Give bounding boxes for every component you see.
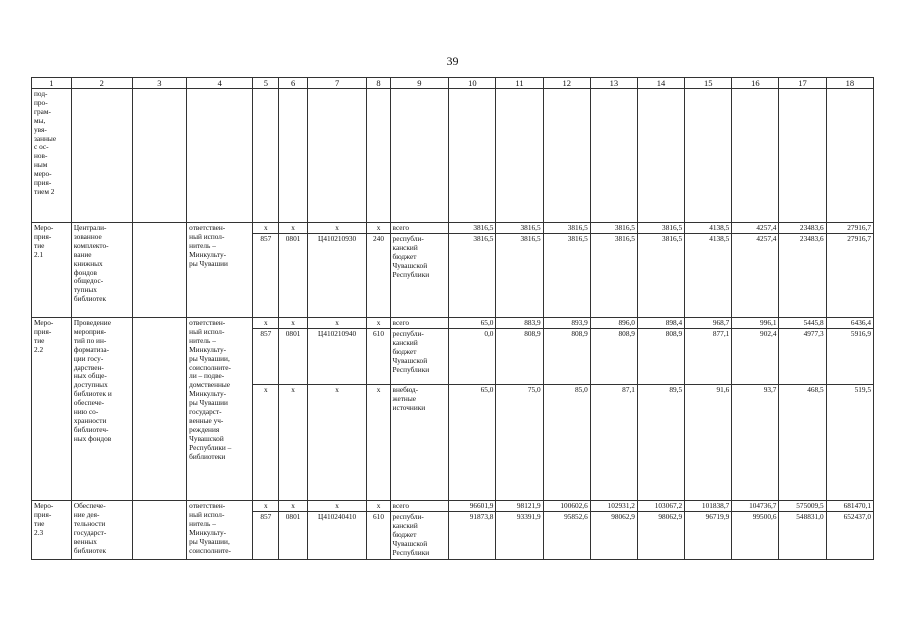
amount-cell: 3816,5 — [590, 234, 637, 318]
amount-cell: 23483,6 — [779, 234, 826, 318]
column-header: 12 — [543, 78, 590, 89]
funding-source — [390, 329, 449, 385]
budget-code-c6: 0801 — [279, 234, 307, 318]
empty-cell — [187, 89, 253, 223]
cell-text: всего — [392, 223, 409, 232]
amount-cell: 468,5 — [779, 385, 826, 501]
amount-cell: 3816,5 — [543, 223, 590, 234]
cell-text: ответствен- ный испол- нитель – Минкульту- ры Чувашии — [189, 223, 228, 268]
amount-cell: 100602,6 — [543, 501, 590, 512]
column-header: 11 — [496, 78, 543, 89]
empty-cell — [132, 501, 187, 560]
budget-code-c7: х — [307, 318, 367, 329]
column-header: 18 — [826, 78, 873, 89]
amount-cell: 898,4 — [637, 318, 684, 329]
cell-text: внебюд- жетные источники — [392, 385, 426, 412]
subprogram-row — [32, 89, 874, 223]
amount-cell: 96719,9 — [685, 512, 732, 560]
amount-cell: 808,9 — [590, 329, 637, 385]
event-name — [32, 501, 72, 560]
cell-text: республи- канский бюджет Чувашской Республики — [392, 329, 430, 374]
amount-cell: 3816,5 — [449, 234, 496, 318]
amount-cell: 883,9 — [496, 318, 543, 329]
budget-code-c5: 857 — [253, 329, 279, 385]
cell-text: Меро- прия- тие 2.3 — [34, 501, 54, 537]
cell-text: всего — [392, 501, 409, 510]
column-header: 9 — [390, 78, 449, 89]
budget-code-c7: х — [307, 223, 367, 234]
budget-code-c6: х — [279, 501, 307, 512]
subprogram-label — [32, 89, 72, 223]
amount-cell: 89,5 — [637, 385, 684, 501]
amount-cell: 91,6 — [685, 385, 732, 501]
amount-cell: 103067,2 — [637, 501, 684, 512]
column-header: 17 — [779, 78, 826, 89]
amount-cell: 85,0 — [543, 385, 590, 501]
empty-cell — [590, 89, 637, 223]
amount-cell: 3816,5 — [496, 223, 543, 234]
cell-text: Проведение мероприя- тий по ин- форматиза- ции госу- дарствен- ных обще- доступных библиотек и обеспече- нию со- хранности библиотеч- ных фондов — [73, 318, 112, 443]
budget-code-c5: х — [253, 385, 279, 501]
budget-code-c8: х — [367, 385, 390, 501]
budget-code-c8: х — [367, 223, 390, 234]
amount-cell: 75,0 — [496, 385, 543, 501]
cell-text: Централи- зованное комплекто- вание книжных фондов общедос- тупных библиотек — [73, 223, 109, 304]
amount-cell: 65,0 — [449, 318, 496, 329]
event-name — [32, 318, 72, 501]
event-executor — [187, 318, 253, 501]
amount-cell: 0,0 — [449, 329, 496, 385]
amount-cell: 98062,9 — [637, 512, 684, 560]
cell-text: всего — [392, 318, 409, 327]
budget-code-c7: Ц410210940 — [307, 329, 367, 385]
budget-code-c8: 610 — [367, 329, 390, 385]
budget-code-c5: х — [253, 223, 279, 234]
funding-source — [390, 234, 449, 318]
funding-source — [390, 318, 449, 329]
budget-table — [31, 77, 874, 560]
cell-text: ответствен- ный испол- нитель – Минкульту- ры Чувашии, соисполните- ли – подве- домственные Минкульту- ры Чувашии государст- венные уч- реждения Чувашской Республики – библиотеки — [189, 318, 232, 461]
amount-cell: 652437,0 — [826, 512, 873, 560]
table-row — [32, 501, 874, 512]
column-header: 16 — [732, 78, 779, 89]
funding-source — [390, 223, 449, 234]
budget-code-c5: х — [253, 501, 279, 512]
empty-cell — [367, 89, 390, 223]
budget-code-c8: 240 — [367, 234, 390, 318]
empty-cell — [307, 89, 367, 223]
funding-source — [390, 385, 449, 501]
amount-cell: 896,0 — [590, 318, 637, 329]
amount-cell: 808,9 — [543, 329, 590, 385]
amount-cell: 3816,5 — [590, 223, 637, 234]
empty-cell — [685, 89, 732, 223]
column-header: 10 — [449, 78, 496, 89]
budget-code-c8: 610 — [367, 512, 390, 560]
header-row — [32, 78, 874, 89]
budget-code-c6: х — [279, 223, 307, 234]
empty-cell — [637, 89, 684, 223]
empty-cell — [496, 89, 543, 223]
amount-cell: 808,9 — [496, 329, 543, 385]
amount-cell: 4257,4 — [732, 234, 779, 318]
amount-cell: 4138,5 — [685, 223, 732, 234]
budget-code-c8: х — [367, 501, 390, 512]
cell-text: под- про- грам- мы, увя- занные с ос- нов- ным меро- прия- тием 2 — [34, 89, 57, 196]
amount-cell: 575009,5 — [779, 501, 826, 512]
cell-text: Обеспече- ние дея- тельности государст- венных библиотек — [73, 501, 107, 555]
amount-cell: 548831,0 — [779, 512, 826, 560]
amount-cell: 3816,5 — [449, 223, 496, 234]
amount-cell: 98121,9 — [496, 501, 543, 512]
amount-cell: 3816,5 — [637, 223, 684, 234]
amount-cell: 877,1 — [685, 329, 732, 385]
amount-cell: 102931,2 — [590, 501, 637, 512]
empty-cell — [732, 89, 779, 223]
amount-cell: 27916,7 — [826, 234, 873, 318]
budget-code-c7: Ц410240410 — [307, 512, 367, 560]
amount-cell: 96601,9 — [449, 501, 496, 512]
event-description — [71, 318, 132, 501]
empty-cell — [132, 89, 187, 223]
amount-cell: 681470,1 — [826, 501, 873, 512]
column-header: 13 — [590, 78, 637, 89]
amount-cell: 101838,7 — [685, 501, 732, 512]
amount-cell: 5445,8 — [779, 318, 826, 329]
event-executor — [187, 223, 253, 318]
amount-cell: 6436,4 — [826, 318, 873, 329]
column-header: 14 — [637, 78, 684, 89]
cell-text: республи- канский бюджет Чувашской Республики — [392, 512, 430, 557]
cell-text: Меро- прия- тие 2.2 — [34, 318, 54, 354]
amount-cell: 93391,9 — [496, 512, 543, 560]
amount-cell: 5916,9 — [826, 329, 873, 385]
amount-cell: 27916,7 — [826, 223, 873, 234]
amount-cell: 91873,8 — [449, 512, 496, 560]
budget-code-c7: Ц410210930 — [307, 234, 367, 318]
amount-cell: 93,7 — [732, 385, 779, 501]
amount-cell: 4138,5 — [685, 234, 732, 318]
amount-cell: 519,5 — [826, 385, 873, 501]
budget-code-c5: 857 — [253, 512, 279, 560]
amount-cell: 4257,4 — [732, 223, 779, 234]
amount-cell: 65,0 — [449, 385, 496, 501]
empty-cell — [132, 318, 187, 501]
amount-cell: 87,1 — [590, 385, 637, 501]
budget-code-c6: 0801 — [279, 512, 307, 560]
amount-cell: 4977,3 — [779, 329, 826, 385]
funding-source — [390, 512, 449, 560]
empty-cell — [543, 89, 590, 223]
amount-cell: 3816,5 — [637, 234, 684, 318]
amount-cell: 902,4 — [732, 329, 779, 385]
table-row — [32, 318, 874, 329]
event-executor — [187, 501, 253, 560]
amount-cell: 23483,6 — [779, 223, 826, 234]
amount-cell: 893,9 — [543, 318, 590, 329]
cell-text: республи- канский бюджет Чувашской Республики — [392, 234, 430, 279]
amount-cell: 808,9 — [637, 329, 684, 385]
column-header: 8 — [367, 78, 390, 89]
amount-cell: 99500,6 — [732, 512, 779, 560]
empty-cell — [279, 89, 307, 223]
amount-cell: 968,7 — [685, 318, 732, 329]
empty-cell — [390, 89, 449, 223]
event-name — [32, 223, 72, 318]
event-description — [71, 501, 132, 560]
budget-code-c6: х — [279, 385, 307, 501]
column-header: 2 — [71, 78, 132, 89]
amount-cell: 3816,5 — [496, 234, 543, 318]
amount-cell: 98062,9 — [590, 512, 637, 560]
column-header: 15 — [685, 78, 732, 89]
amount-cell: 104736,7 — [732, 501, 779, 512]
budget-code-c8: х — [367, 318, 390, 329]
empty-cell — [449, 89, 496, 223]
empty-cell — [779, 89, 826, 223]
budget-code-c7: х — [307, 501, 367, 512]
amount-cell: 996,1 — [732, 318, 779, 329]
budget-code-c5: х — [253, 318, 279, 329]
column-header: 1 — [32, 78, 72, 89]
empty-cell — [826, 89, 873, 223]
empty-cell — [132, 223, 187, 318]
page-number: 39 — [446, 54, 459, 68]
amount-cell: 95852,6 — [543, 512, 590, 560]
amount-cell: 3816,5 — [543, 234, 590, 318]
funding-source — [390, 501, 449, 512]
column-header: 4 — [187, 78, 253, 89]
budget-code-c5: 857 — [253, 234, 279, 318]
empty-cell — [71, 89, 132, 223]
table-row — [32, 223, 874, 234]
empty-cell — [253, 89, 279, 223]
column-header: 6 — [279, 78, 307, 89]
column-header: 3 — [132, 78, 187, 89]
cell-text: Меро- прия- тие 2.1 — [34, 223, 54, 259]
budget-code-c6: х — [279, 318, 307, 329]
budget-code-c7: х — [307, 385, 367, 501]
budget-code-c6: 0801 — [279, 329, 307, 385]
column-header: 5 — [253, 78, 279, 89]
event-description — [71, 223, 132, 318]
column-header: 7 — [307, 78, 367, 89]
cell-text: ответствен- ный испол- нитель – Минкульту- ры Чувашии, соисполните- — [189, 501, 231, 555]
